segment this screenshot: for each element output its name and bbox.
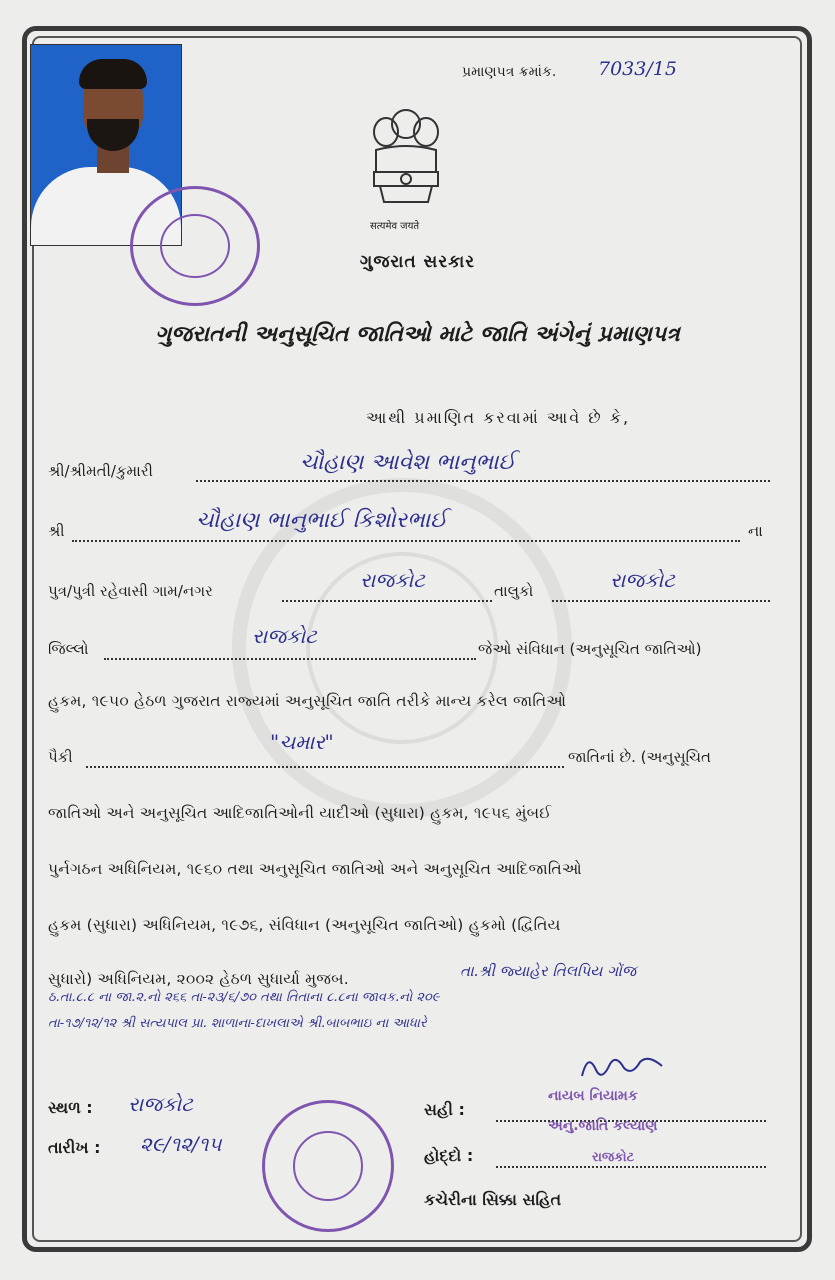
handwritten-note-3: તા-૧૭/૧૨/૧૨ શ્રી સત્યપાલ પ્રા. શાળાના-દાખલાએ શ્રી.બાબભાઇ ના આધારે <box>48 1016 427 1031</box>
caste-dotline <box>86 766 564 768</box>
date-label: તારીખ : <box>48 1138 101 1157</box>
handwritten-note-1: તા.શ્રી જ્યાહેર તિલપિય ગોંજ <box>460 962 637 980</box>
office-seal-note: કચેરીના સિક્કા સહિત <box>424 1190 562 1209</box>
place-label: સ્થળ : <box>48 1098 93 1117</box>
district-suffix: જેઓ સંવિધાન (અનુસૂચિત જાતિઓ) <box>478 640 702 658</box>
caste-prefix: પૈકી <box>48 748 73 766</box>
body-para-1: જાતિઓ અને અનુસૂચિત આદિજાતિઓની યાદીઓ (સુધારા) હુકમ, ૧૯૫૬ મુંબઈ <box>48 804 552 822</box>
certificate-number-value: 7033/15 <box>598 58 677 80</box>
residence-dotline <box>282 600 492 602</box>
intro-text: આથી પ્રમાણિત કરવામાં આવે છે કે, <box>366 408 631 427</box>
signature-scribble <box>576 1046 666 1086</box>
place-value: રાજકોટ <box>128 1092 193 1116</box>
name-label: શ્રી/શ્રીમતી/કુમારી <box>48 462 153 480</box>
designation-label: હોદ્દો : <box>424 1146 474 1165</box>
caste-value: "ચમાર" <box>270 730 334 754</box>
body-para-3: હુકમ (સુધારા) અધિનિયમ, ૧૯૭૬, સંવિધાન (અનુસૂચિત જાતિઓ) હુકમો (દ્વિતિય <box>48 916 561 934</box>
motto: सत्यमेव जयते <box>370 221 420 232</box>
residence-value: રાજકોટ <box>360 568 425 592</box>
name-dotline <box>196 480 770 482</box>
designation-dotline <box>496 1166 766 1168</box>
office-round-stamp <box>262 1100 394 1232</box>
father-value: ચૌહાણ ભાનુભાઈ કિશોરભાઈ <box>196 508 448 533</box>
handwritten-note-2: ઠ.તા.૮.૮ ના જા.૨.નો ૨૬૬ તા-૨૩/૬/૭૦ તથા તિતાના ૮.૮ના જાવક.નો ૨૦૯ <box>48 990 440 1005</box>
taluka-value: રાજકોટ <box>610 568 675 592</box>
government-name: ગુજરાત સરકાર <box>359 252 476 272</box>
district-value: રાજકોટ <box>252 624 317 648</box>
district-label: જિલ્લો <box>48 640 89 658</box>
stamp-department: અનુ.જાતિ કલ્યાણ <box>548 1118 658 1134</box>
stamp-city: રાજકોટ <box>592 1150 635 1165</box>
name-value: ચૌહાણ આવેશ ભાનુભાઈ <box>300 450 516 475</box>
father-dotline <box>72 540 740 542</box>
district-dotline <box>104 658 476 660</box>
national-emblem-icon <box>366 102 446 214</box>
certificate-title: ગુજરાતની અનુસૂચિત જાતિઓ માટે જાતિ અંગેનું પ્રમાણપત્ર <box>155 322 680 347</box>
photo-stamp <box>130 186 260 306</box>
taluka-dotline <box>552 600 770 602</box>
father-suffix: ના <box>748 522 763 540</box>
body-para-2: પુર્નગઠન અધિનિયમ, ૧૯૬૦ તથા અનુસૂચિત જાતિઓ અને અનુસૂચિત આદિજાતિઓ <box>48 860 582 878</box>
body-line-2: હુકમ, ૧૯૫૦ હેઠળ ગુજરાત રાજ્યમાં અનુસૂચિત જાતિ તરીકે માન્ય કરેલ જાતિઓ <box>48 692 567 710</box>
father-label: શ્રી <box>48 522 65 540</box>
date-value: ૨૯/૧૨/૧૫ <box>140 1132 222 1156</box>
certificate-number-label: પ્રમાણપત્ર ક્રમાંક. <box>462 64 557 80</box>
signature-label: સહી : <box>424 1100 465 1119</box>
residence-label: પુત્ર/પુત્રી રહેવાસી ગામ/નગર <box>48 582 213 600</box>
body-para-4: સુધારો) અધિનિયમ, ૨૦૦૨ હેઠળ સુધાર્યા મુજબ. <box>48 970 349 988</box>
taluka-label: તાલુકો <box>494 582 534 600</box>
caste-suffix: જાતિનાં છે. (અનુસૂચિત <box>568 748 711 766</box>
stamp-designation: નાયબ નિયામક <box>548 1088 638 1104</box>
